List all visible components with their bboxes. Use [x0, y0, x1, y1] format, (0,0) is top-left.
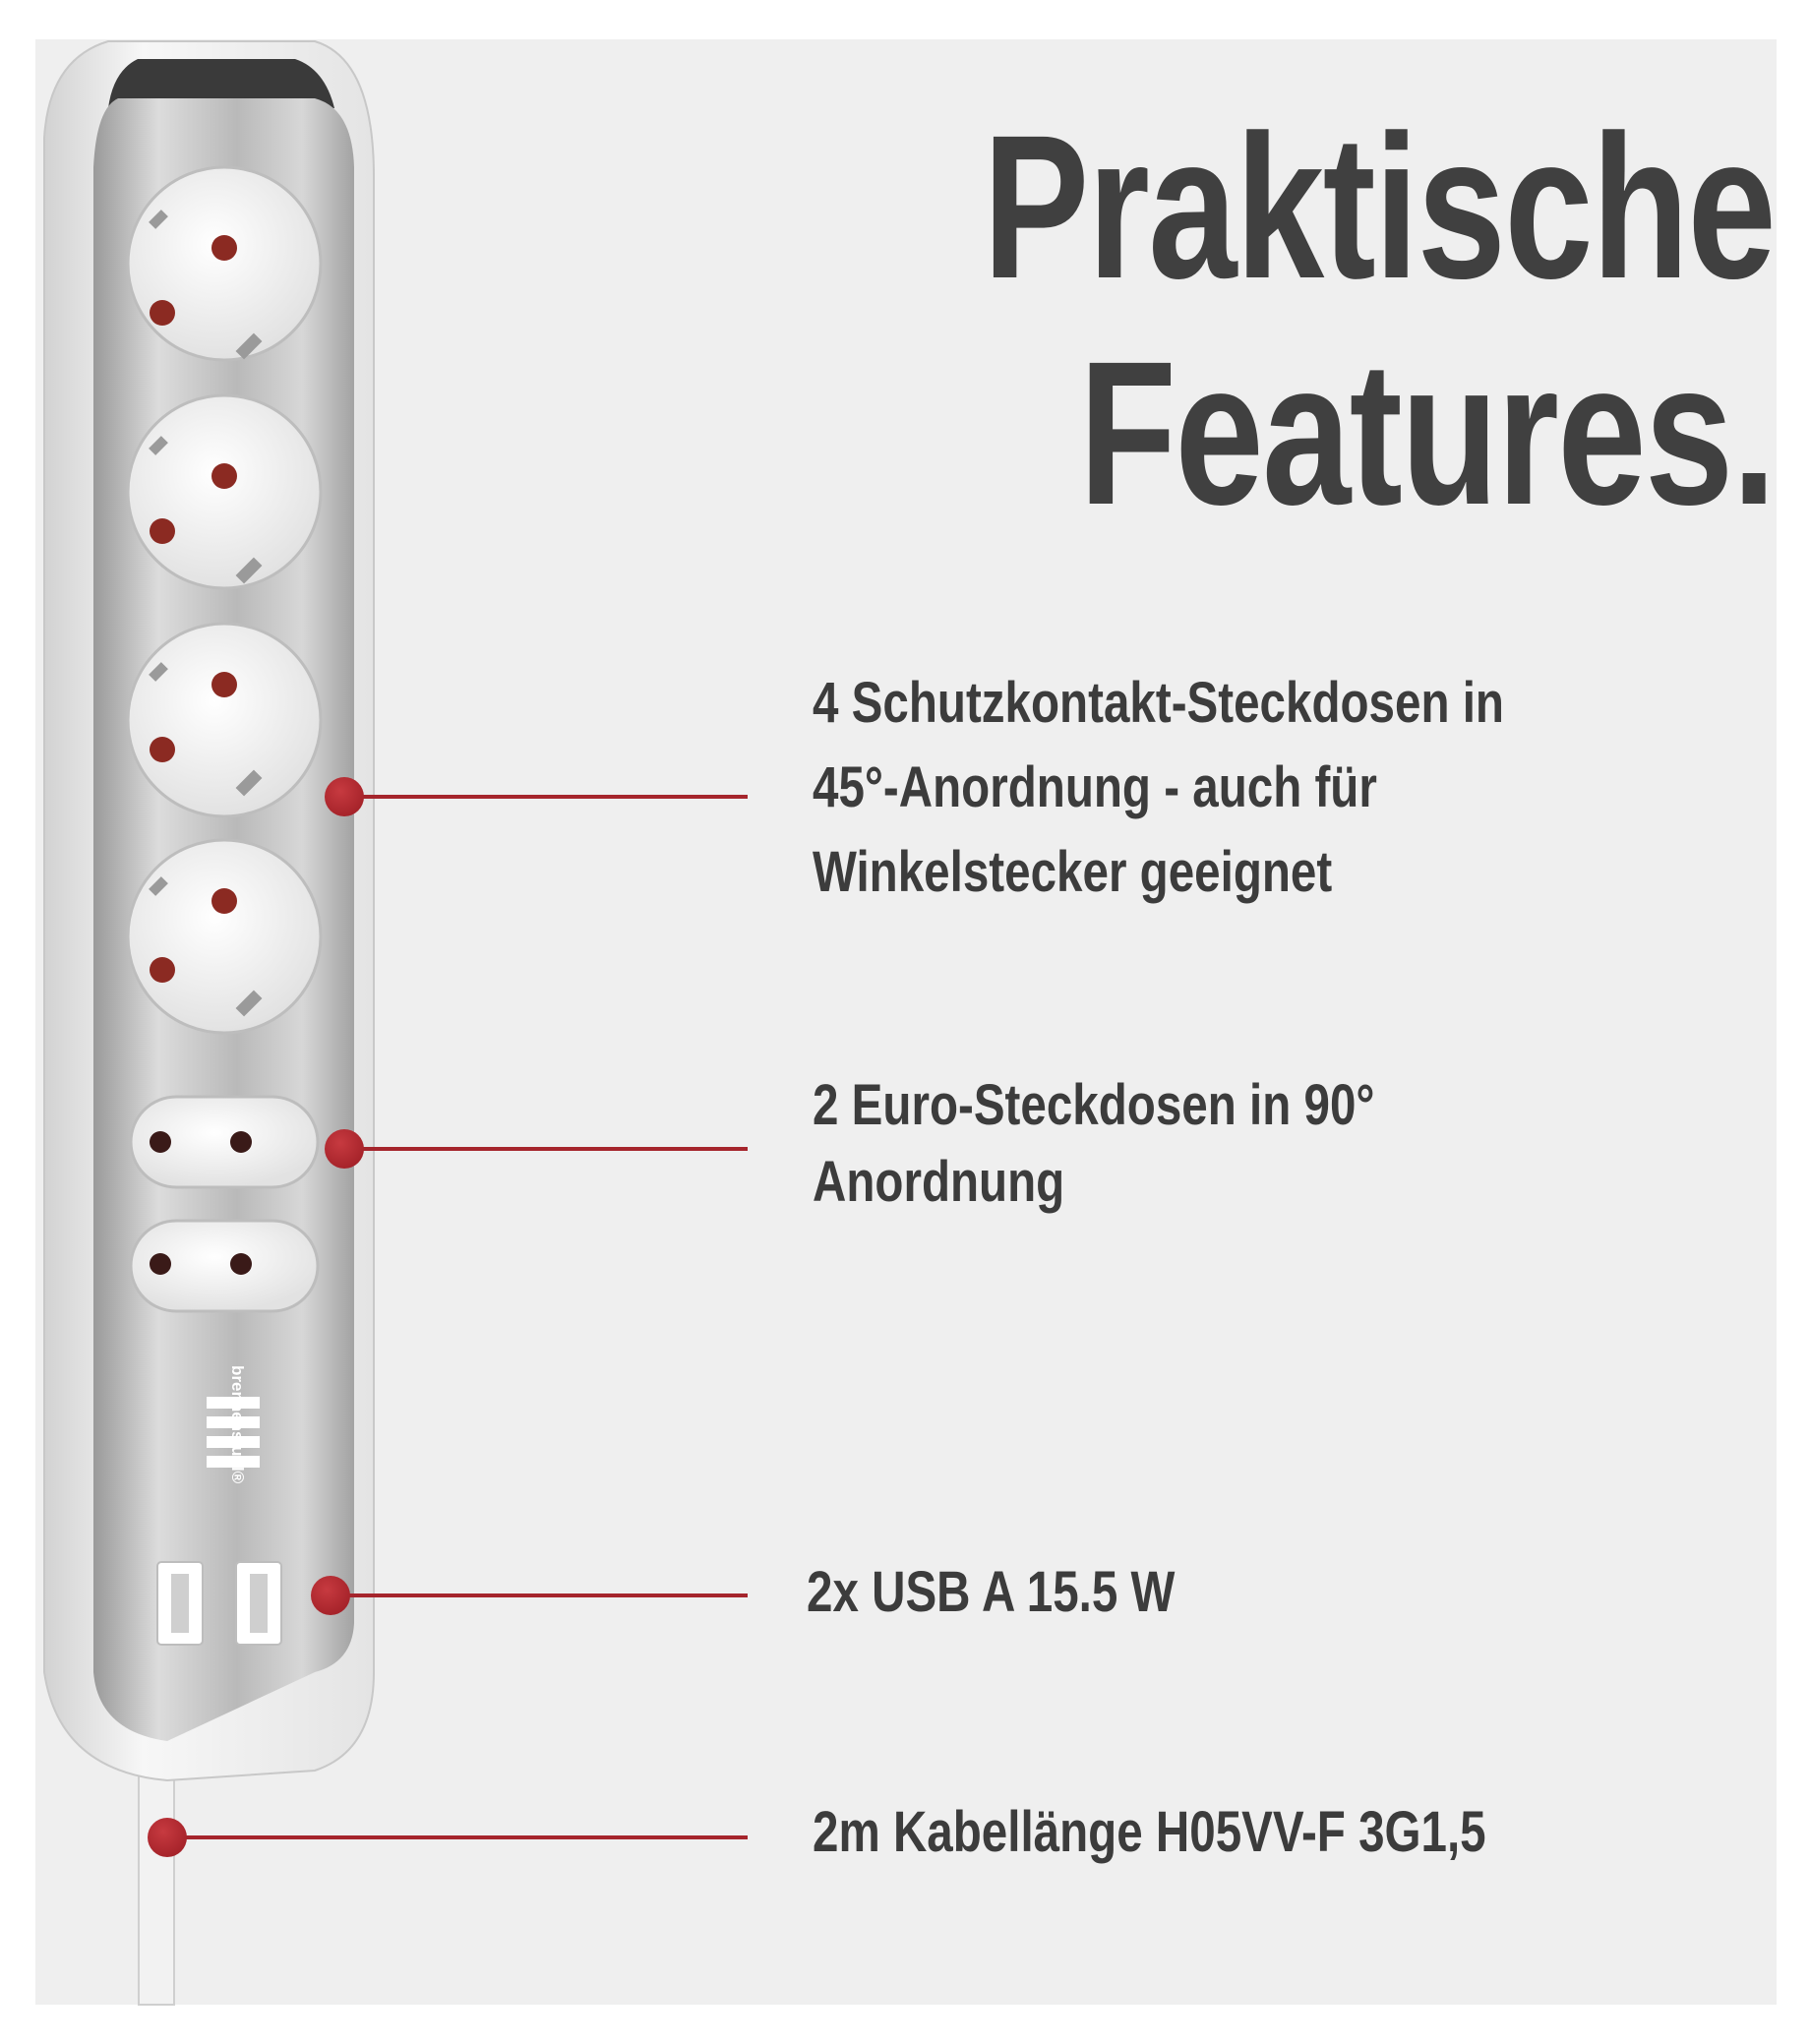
feature-cable — [813, 1790, 1486, 1875]
feature-euro — [813, 1067, 1374, 1221]
feature-schuko — [813, 661, 1504, 915]
headline — [983, 94, 1775, 547]
schuko-socket — [128, 395, 321, 588]
feature-text-line: 2m Kabellänge H05VV-F 3G1,5 — [813, 1800, 1486, 1864]
socket-hole — [150, 1131, 171, 1153]
connector-line — [167, 1835, 748, 1839]
schuko-socket — [128, 624, 321, 816]
socket-hole — [211, 672, 237, 697]
socket-hole — [230, 1131, 252, 1153]
usb-port — [157, 1562, 203, 1645]
socket-hole — [150, 1253, 171, 1275]
connector-line — [331, 1593, 748, 1597]
headline-line-1: Praktische — [982, 93, 1775, 322]
power-cable — [139, 1761, 174, 2005]
connector-line — [344, 795, 748, 799]
socket-hole — [150, 518, 175, 544]
headline-line-2: Features. — [1078, 320, 1775, 548]
feature-text-line: 2x USB A 15.5 W — [807, 1560, 1176, 1624]
feature-text-line: 2 Euro-Steckdosen in 90° — [813, 1073, 1375, 1137]
socket-hole — [150, 300, 175, 326]
callout-dot — [148, 1818, 187, 1857]
connector-line — [344, 1147, 748, 1151]
euro-socket — [131, 1221, 318, 1311]
socket-hole — [211, 888, 237, 914]
schuko-socket — [128, 167, 321, 360]
socket-hole — [211, 463, 237, 489]
socket-hole — [150, 737, 175, 762]
feature-text-line: 4 Schutzkontakt-Steckdosen in — [813, 671, 1504, 735]
socket-hole — [230, 1253, 252, 1275]
socket-hole — [150, 957, 175, 983]
callout-dot — [325, 1129, 364, 1169]
euro-socket — [131, 1097, 318, 1187]
socket-hole — [211, 235, 237, 261]
callout-dot — [325, 777, 364, 816]
feature-text-line: Anordnung — [813, 1150, 1065, 1214]
feature-usb — [807, 1550, 1175, 1635]
schuko-socket — [128, 840, 321, 1033]
feature-text-line: 45°-Anordnung - auch für — [813, 755, 1377, 819]
callout-dot — [311, 1576, 350, 1615]
brand-logo-text: brennenstuhl® — [228, 1365, 247, 1484]
usb-port — [236, 1562, 281, 1645]
feature-text-line: Winkelstecker geeignet — [813, 840, 1333, 904]
